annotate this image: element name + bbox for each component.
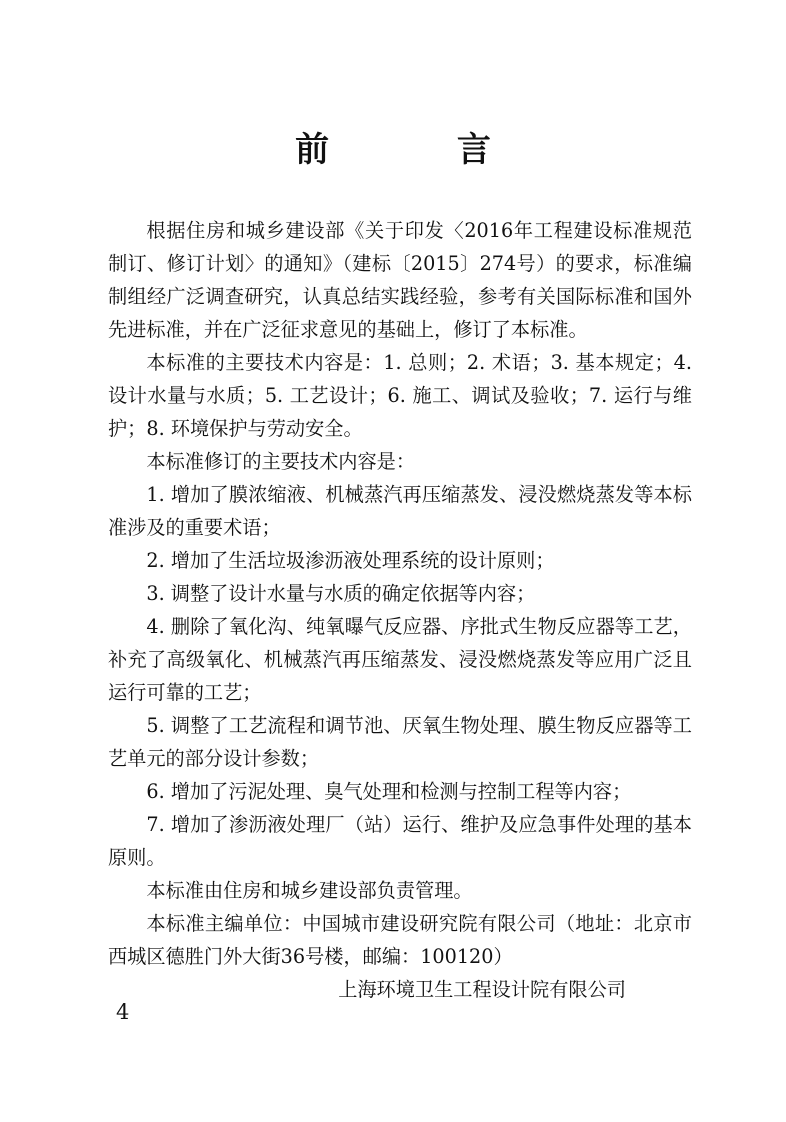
paragraph-background: 根据住房和城乡建设部《关于印发〈2016年工程建设标准规范制订、修订计划〉的通知》（建标〔2015〕274号）的要求，标准编制组经广泛调查研究，认真总结实践经验，参考有关国际标准和国外先进标准，并在广泛征求意见的基础上，修订了本标准。 [108, 219, 692, 341]
revision-item-2: 2. 增加了生活垃圾渗沥液处理系统的设计原则； [146, 549, 555, 572]
paragraph-main-content: 本标准的主要技术内容是：1. 总则；2. 术语；3. 基本规定；4. 设计水量与水质；5. 工艺设计；6. 施工、调试及验收；7. 运行与维护；8. 环境保护与劳动安全。 [108, 351, 692, 440]
revision-item-5: 5. 调整了工艺流程和调节池、厌氧生物处理、膜生物反应器等工艺单元的部分设计参数； [108, 714, 692, 770]
paragraph-revision-intro: 本标准修订的主要技术内容是： [146, 450, 416, 473]
revision-item-6: 6. 增加了污泥处理、臭气处理和检测与控制工程等内容； [146, 780, 632, 803]
co-editor-unit: 上海环境卫生工程设计院有限公司 [338, 978, 626, 1001]
body-text [108, 214, 692, 1006]
paragraph-chief-editor: 本标准主编单位：中国城市建设研究院有限公司（地址：北京市西城区德胜门外大街36号楼，邮编：100120） [108, 912, 692, 968]
revision-item-1: 1. 增加了膜浓缩液、机械蒸汽再压缩蒸发、浸没燃烧蒸发等本标准涉及的重要术语； [108, 483, 692, 539]
revision-item-4: 4. 删除了氧化沟、纯氧曝气反应器、序批式生物反应器等工艺，补充了高级氧化、机械蒸汽再压缩蒸发、浸没燃烧蒸发等应用广泛且运行可靠的工艺； [108, 615, 692, 704]
page-number: 4 [116, 1000, 130, 1024]
paragraph-management: 本标准由住房和城乡建设部负责管理。 [146, 879, 473, 902]
page-title: 前 言 [295, 130, 549, 170]
revision-item-7: 7. 增加了渗沥液处理厂（站）运行、维护及应急事件处理的基本原则。 [108, 813, 692, 869]
revision-item-3: 3. 调整了设计水量与水质的确定依据等内容； [146, 582, 536, 605]
